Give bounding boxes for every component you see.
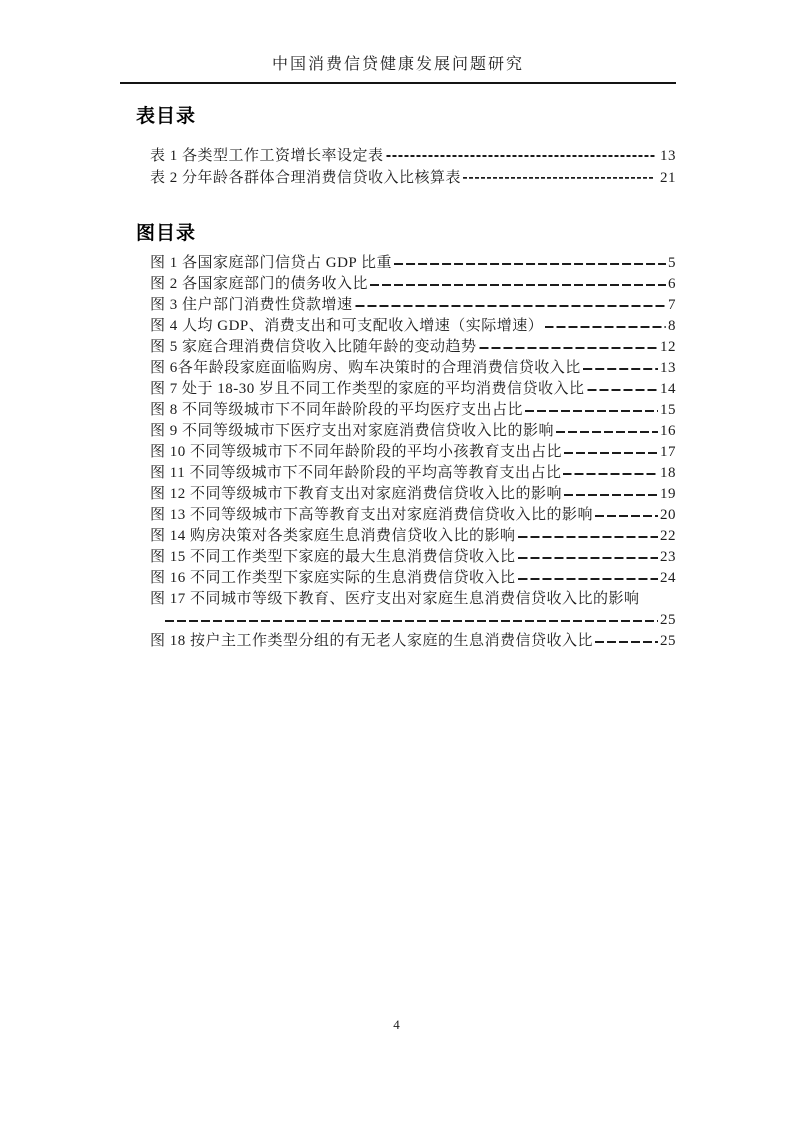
toc-page-number: 5: [668, 255, 676, 271]
toc-page-number: 19: [660, 486, 676, 502]
toc-entry-figure-3: [150, 295, 676, 316]
toc-entry-label: 表 2 分年龄各群体合理消费信贷收入比核算表: [150, 170, 462, 186]
toc-page-number: 15: [660, 402, 676, 418]
toc-page-number: 13: [660, 360, 676, 376]
dot-leader: [463, 177, 655, 179]
toc-page-number: 8: [668, 318, 676, 334]
toc-entry-label: 图 18 按户主工作类型分组的有无老人家庭的生息消费信贷收入比: [150, 633, 594, 649]
figures-toc-heading: 图目录: [136, 223, 197, 244]
dash-leader: [545, 326, 666, 328]
dash-leader: [355, 305, 666, 307]
toc-entry-label: 图 16 不同工作类型下家庭实际的生息消费信贷收入比: [150, 570, 516, 586]
toc-page-number: 7: [668, 297, 676, 313]
toc-entry-table-2: [150, 167, 676, 189]
toc-entry-figure-9: [150, 421, 676, 442]
toc-page-number: 22: [660, 528, 676, 544]
toc-entry-figure-13: [150, 505, 676, 526]
toc-entry-label: 图 7 处于 18-30 岁且不同工作类型的家庭的平均消费信贷收入比: [150, 381, 585, 397]
dash-leader: [556, 431, 658, 433]
toc-page-number: 16: [660, 423, 676, 439]
toc-page-number: 17: [660, 444, 676, 460]
toc-page-number: 23: [660, 549, 676, 565]
toc-entry-table-1: [150, 145, 676, 167]
tables-toc-list: [150, 145, 676, 189]
toc-entry-figure-10: [150, 442, 676, 463]
dash-leader: [518, 557, 658, 559]
toc-page-number: 25: [660, 612, 676, 628]
dash-leader: [563, 473, 658, 475]
toc-entry-label: 图 1 各国家庭部门信贷占 GDP 比重: [150, 255, 392, 271]
toc-entry-figure-2: [150, 274, 676, 295]
toc-entry-label: 表 1 各类型工作工资增长率设定表: [150, 148, 384, 164]
toc-entry-figure-18: [150, 631, 676, 652]
toc-entry-figure-17-line2: [150, 610, 676, 631]
toc-entry-figure-17-line1: [150, 589, 676, 610]
footer-page-number: 4: [393, 1017, 400, 1032]
toc-entry-figure-15: [150, 547, 676, 568]
toc-page-number: 13: [660, 148, 676, 164]
tables-toc-heading: 表目录: [136, 106, 197, 127]
toc-page-number: 20: [660, 507, 676, 523]
toc-entry-figure-14: [150, 526, 676, 547]
dash-leader: [525, 410, 658, 412]
toc-page-number: 12: [660, 339, 676, 355]
toc-entry-label: 图 15 不同工作类型下家庭的最大生息消费信贷收入比: [150, 549, 516, 565]
toc-entry-figure-1: [150, 253, 676, 274]
toc-entry-label: 图 9 不同等级城市下医疗支出对家庭消费信贷收入比的影响: [150, 423, 555, 439]
toc-entry-figure-7: [150, 379, 676, 400]
toc-entry-label: 图 4 人均 GDP、消费支出和可支配收入增速（实际增速）: [150, 318, 544, 334]
dot-leader: [386, 155, 655, 157]
toc-page-number: 21: [660, 170, 676, 186]
dash-leader: [595, 515, 658, 517]
dash-leader: [564, 494, 658, 496]
dash-leader: [583, 368, 658, 370]
toc-entry-figure-11: [150, 463, 676, 484]
dash-leader: [564, 452, 658, 454]
toc-entry-figure-6: [150, 358, 676, 379]
toc-entry-label: 图 5 家庭合理消费信贷收入比随年龄的变动趋势: [150, 339, 477, 355]
toc-entry-figure-16: [150, 568, 676, 589]
figures-toc-list: [150, 253, 676, 652]
toc-entry-figure-12: [150, 484, 676, 505]
toc-entry-label: 图 12 不同等级城市下教育支出对家庭消费信贷收入比的影响: [150, 486, 563, 502]
toc-page-number: 24: [660, 570, 676, 586]
toc-entry-label: 图 2 各国家庭部门的债务收入比: [150, 276, 369, 292]
dash-leader: [518, 536, 658, 538]
dash-leader: [394, 263, 666, 265]
dash-leader: [587, 389, 659, 391]
dash-leader: [479, 347, 658, 349]
running-head-title: 中国消费信贷健康发展问题研究: [271, 56, 524, 73]
dash-leader: [370, 284, 666, 286]
toc-entry-label: 图 3 住户部门消费性贷款增速: [150, 297, 353, 313]
toc-page-number: 18: [660, 465, 676, 481]
dash-leader: [518, 578, 658, 580]
toc-entry-label: 图 6各年龄段家庭面临购房、购车决策时的合理消费信贷收入比: [150, 360, 581, 376]
page-header: [120, 0, 676, 84]
toc-entry-figure-5: [150, 337, 676, 358]
toc-entry-label: 图 13 不同等级城市下高等教育支出对家庭消费信贷收入比的影响: [150, 507, 594, 523]
toc-entry-label: 图 17 不同城市等级下教育、医疗支出对家庭生息消费信贷收入比的影响: [150, 591, 640, 607]
toc-entry-label: 图 8 不同等级城市下不同年龄阶段的平均医疗支出占比: [150, 402, 524, 418]
toc-entry-figure-8: [150, 400, 676, 421]
toc-page-number: 6: [668, 276, 676, 292]
toc-page-number: 25: [660, 633, 676, 649]
toc-entry-label: 图 14 购房决策对各类家庭生息消费信贷收入比的影响: [150, 528, 516, 544]
toc-entry-label: 图 11 不同等级城市下不同年龄阶段的平均高等教育支出占比: [150, 465, 562, 481]
dash-leader: [595, 641, 658, 643]
toc-entry-figure-4: [150, 316, 676, 337]
toc-entry-label: 图 10 不同等级城市下不同年龄阶段的平均小孩教育支出占比: [150, 444, 563, 460]
toc-page-number: 14: [660, 381, 676, 397]
dash-leader: [165, 620, 658, 622]
